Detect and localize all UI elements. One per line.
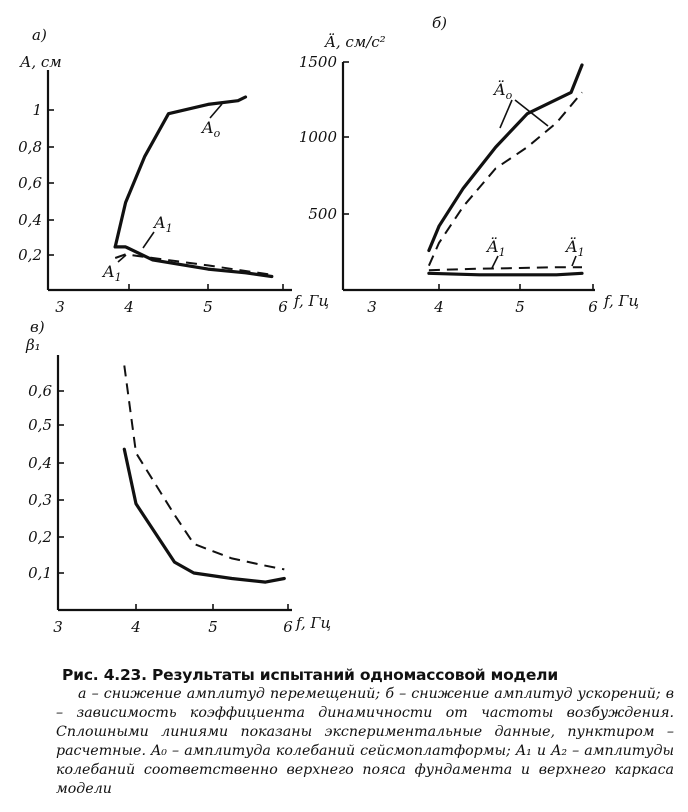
y-tick-label: 0,6 — [18, 174, 42, 192]
y-tick-label: 0,2 — [28, 528, 52, 546]
y-tick-label: 0,6 — [28, 382, 52, 400]
x-axis-label: f, Гц — [604, 292, 639, 310]
x-tick-label: 5 — [515, 298, 525, 316]
annotation-leader — [500, 100, 512, 128]
x-axis-label: f, Гц — [296, 614, 331, 632]
y-tick-label: 0,8 — [18, 138, 42, 156]
y-tick-label: 1000 — [298, 128, 337, 146]
annotation-label: $A_1$ — [154, 213, 173, 235]
series-line-solid — [124, 449, 284, 582]
series-line-solid — [115, 97, 245, 247]
annotation-leader — [143, 232, 154, 248]
y-axis-label: β₁ — [26, 336, 41, 354]
y-tick-label: 0,4 — [28, 454, 52, 472]
x-tick-label: 4 — [124, 298, 134, 316]
y-tick-label: 0,2 — [18, 246, 42, 264]
y-tick-label: 0,5 — [28, 416, 52, 434]
x-tick-label: 4 — [131, 618, 141, 636]
x-tick-label: 3 — [53, 618, 63, 636]
annotation-label: $A_1$ — [103, 262, 122, 284]
x-tick-label: 3 — [367, 298, 377, 316]
annotation-label: $Ä_1$ — [566, 237, 585, 259]
annotation-leader — [572, 256, 576, 266]
series-line-dashed — [429, 92, 582, 265]
x-tick-label: 6 — [588, 298, 598, 316]
x-tick-label: 6 — [278, 298, 288, 316]
y-tick-label: 1 — [32, 101, 42, 119]
y-tick-label: 0,4 — [18, 211, 42, 229]
panel-label: а) — [32, 26, 47, 44]
panel-c — [25, 318, 331, 636]
panel-label: в) — [30, 318, 45, 336]
y-tick-label: 1500 — [298, 53, 337, 71]
y-axis-label: А, см — [20, 53, 62, 71]
annotation-label: $Ä_o$ — [494, 80, 513, 102]
series-line-dashed — [429, 267, 582, 270]
x-tick-label: 5 — [208, 618, 218, 636]
y-tick-label: 500 — [308, 205, 337, 223]
x-tick-label: 6 — [283, 618, 293, 636]
x-tick-label: 5 — [203, 298, 213, 316]
annotation-leader — [210, 104, 222, 118]
series-line-dashed — [115, 254, 272, 274]
x-tick-label: 3 — [55, 298, 65, 316]
series-line-dashed — [124, 366, 284, 570]
figure-caption — [56, 666, 674, 799]
annotation-leader — [492, 256, 498, 268]
caption-title: Рис. 4.23. Результаты испытаний одномассовой модели — [62, 666, 558, 684]
panel-a — [18, 26, 329, 316]
x-tick-label: 4 — [434, 298, 444, 316]
y-axis-label: Ä, см/с² — [325, 33, 386, 51]
annotation-label: $A_o$ — [202, 118, 221, 140]
y-tick-label: 0,3 — [28, 491, 52, 509]
panel-label: б) — [432, 14, 448, 32]
y-tick-label: 0,1 — [28, 564, 52, 582]
caption-body: а – снижение амплитуд перемещений; б – снижение амплитуд ускорений; в – зависимость коэффициента динамичности от частоты возбуждения. Сплошными линиями показаны экспериментальные данные, пунктиром – расчетные. A₀ – амплитуда колебаний сейсмоплатформы; A₁ и A₂ – амплитуды колебаний соответственно верхнего пояса фундамента и верхнего каркаса модели — [56, 686, 674, 797]
annotation-label: $Ä_1$ — [487, 237, 506, 259]
panel-b — [299, 14, 639, 316]
x-axis-label: f, Гц — [294, 292, 329, 310]
series-line-solid — [429, 273, 582, 275]
